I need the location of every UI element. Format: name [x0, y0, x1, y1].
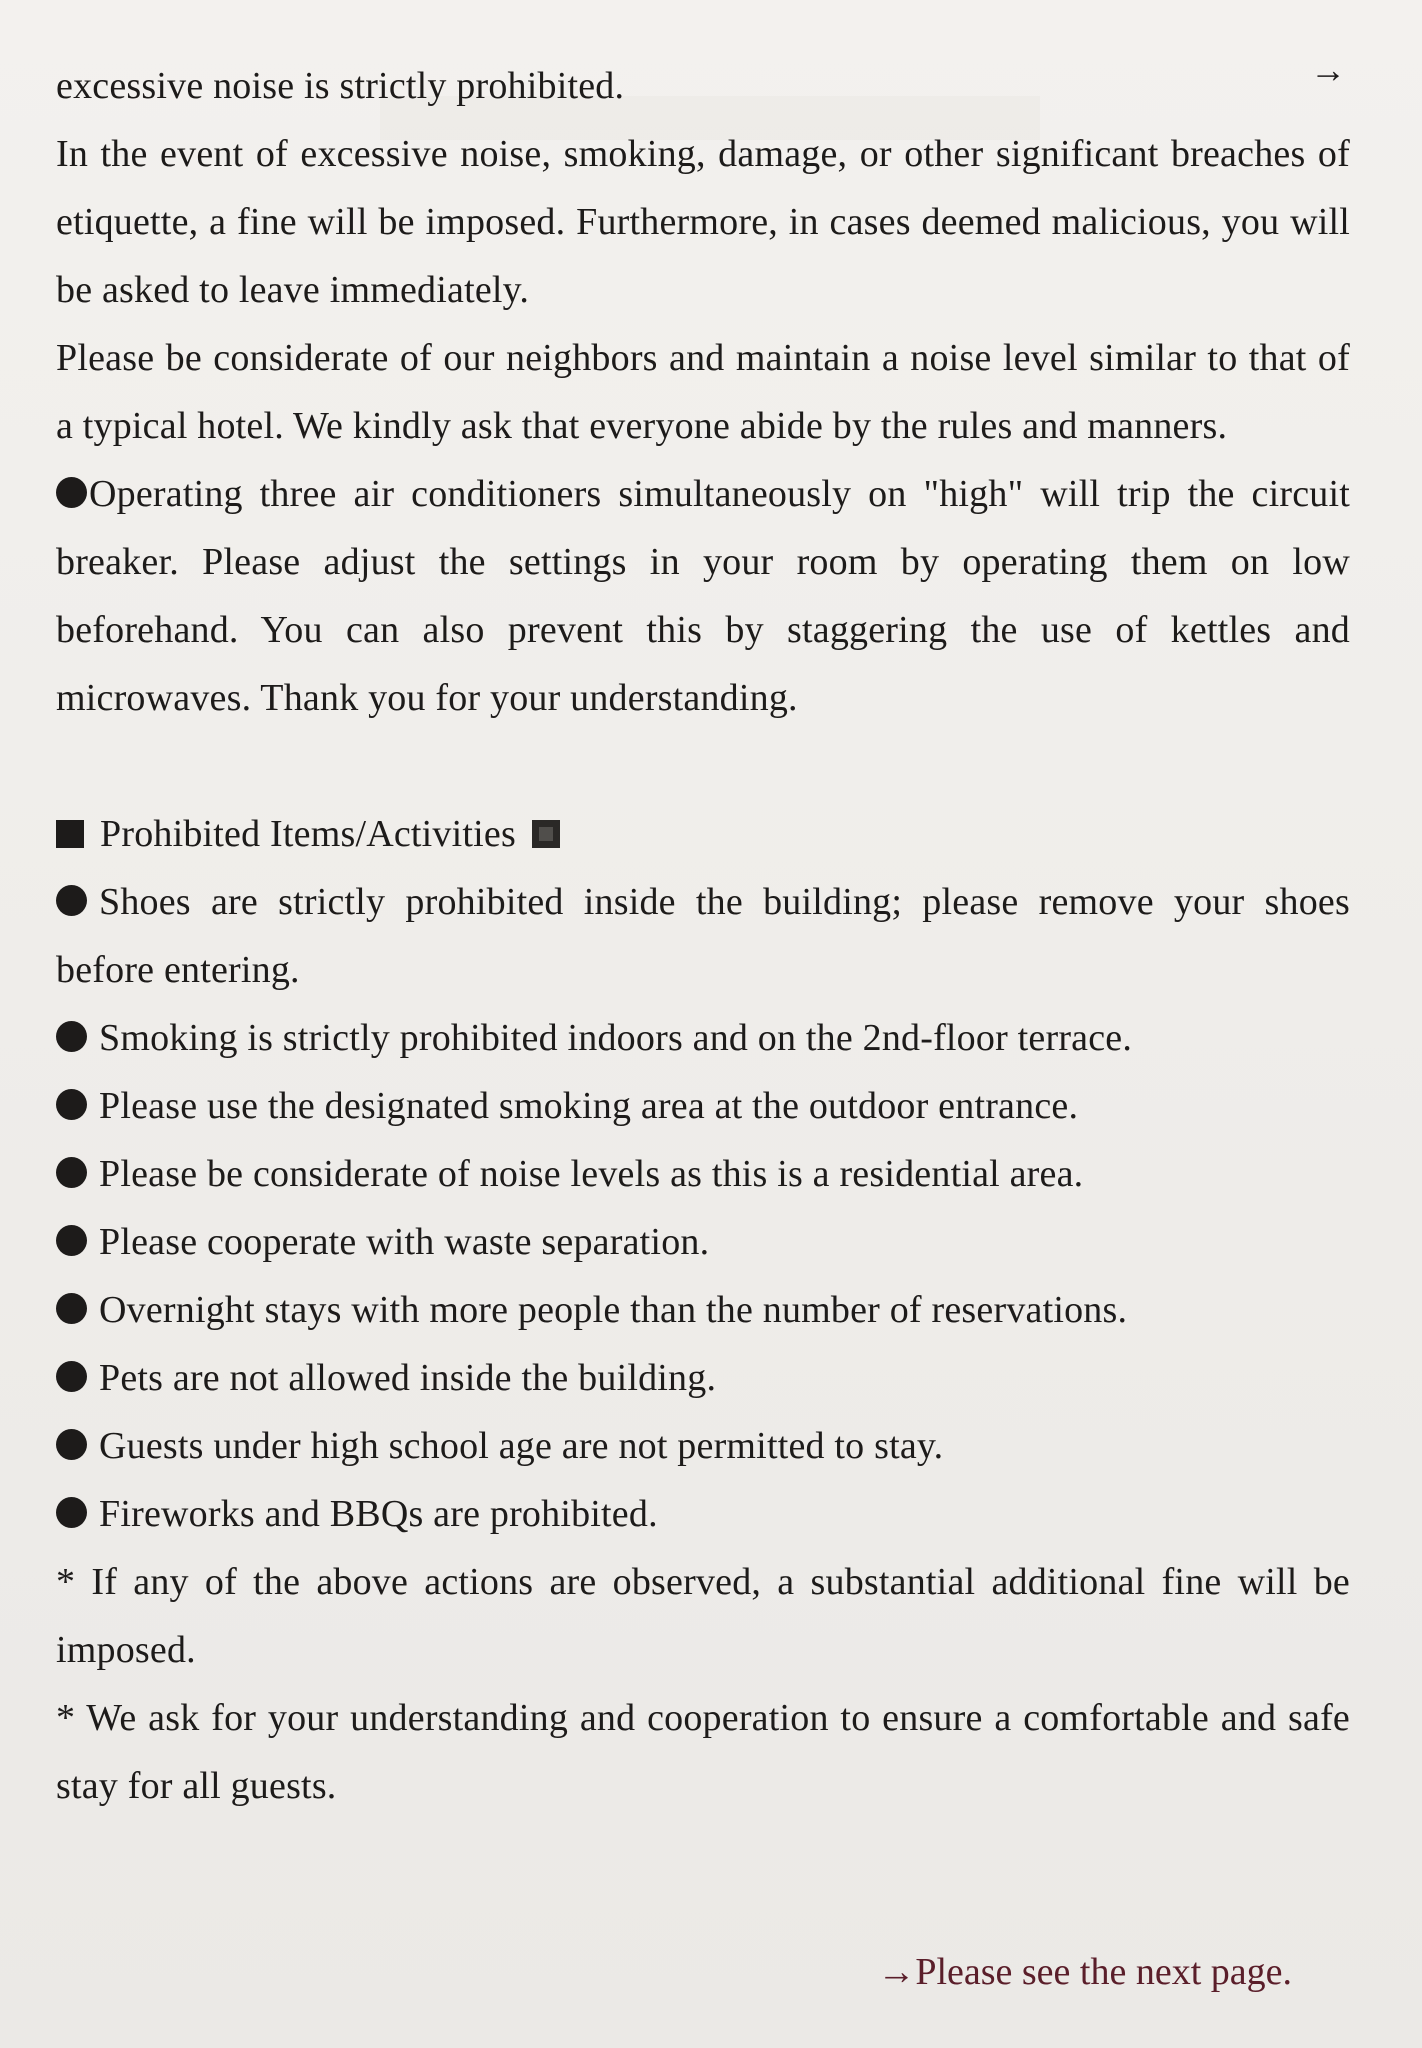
section-gap [56, 732, 1350, 800]
list-item [56, 1208, 1350, 1276]
document-body [56, 52, 1350, 1820]
list-item-text: Guests under high school age are not permitted to stay. [99, 1425, 944, 1467]
list-item [56, 868, 1350, 1004]
bullet-icon [56, 1089, 87, 1120]
square-end-icon [532, 820, 560, 848]
prohibited-heading [56, 800, 1350, 868]
list-item-text: Fireworks and BBQs are prohibited. [99, 1493, 658, 1535]
bullet-icon [56, 1293, 87, 1324]
bullet-icon [56, 1021, 87, 1052]
bullet-icon [56, 1429, 87, 1460]
list-item [56, 1072, 1350, 1140]
list-item [56, 1344, 1350, 1412]
neighbors-paragraph: Please be considerate of our neighbors and maintain a noise level similar to that of a typical hotel. We kindly ask that everyone abide by the rules and manners. [56, 337, 1350, 447]
ac-note [56, 460, 1350, 732]
list-item-text: Please cooperate with waste separation. [99, 1221, 710, 1263]
bullet-icon [56, 1157, 87, 1188]
footnote: * If any of the above actions are observed, a substantial additional fine will be imposed. [56, 1561, 1350, 1671]
bullet-icon [56, 885, 87, 916]
list-item [56, 1480, 1350, 1548]
next-page-note: →Please see the next page. [877, 1951, 1292, 1993]
ac-note-text: Operating three air conditioners simultaneously on "high" will trip the circuit breaker. Please adjust the settings in your room by operating them on low beforehand. You can also prevent this by staggering the use of kettles and microwaves. Thank you for your understanding. [56, 473, 1350, 719]
list-item-text: Pets are not allowed inside the building. [99, 1357, 717, 1399]
prohibited-heading-text: Prohibited Items/Activities [100, 813, 516, 855]
intro-line: excessive noise is strictly prohibited. [56, 65, 625, 107]
list-item [56, 1004, 1350, 1072]
list-item [56, 1412, 1350, 1480]
list-item-text: Overnight stays with more people than the number of reservations. [99, 1289, 1128, 1331]
footnote: * We ask for your understanding and cooperation to ensure a comfortable and safe stay for all guests. [56, 1697, 1350, 1807]
square-bullet-icon [56, 820, 84, 848]
bullet-icon [56, 477, 87, 508]
bullet-icon [56, 1497, 87, 1528]
bullet-icon [56, 1225, 87, 1256]
list-item-text: Smoking is strictly prohibited indoors and on the 2nd-floor terrace. [99, 1017, 1133, 1059]
list-item [56, 1140, 1350, 1208]
fine-paragraph: In the event of excessive noise, smoking, damage, or other significant breaches of etiquette, a fine will be imposed. Furthermore, in cases deemed malicious, you will be asked to leave immediately. [56, 133, 1350, 311]
list-item-text: Shoes are strictly prohibited inside the building; please remove your shoes before entering. [56, 881, 1350, 991]
list-item-text: Please use the designated smoking area at the outdoor entrance. [99, 1085, 1079, 1127]
list-item [56, 1276, 1350, 1344]
continuation-arrow: → [1310, 50, 1346, 90]
bullet-icon [56, 1361, 87, 1392]
list-item-text: Please be considerate of noise levels as this is a residential area. [99, 1153, 1084, 1195]
